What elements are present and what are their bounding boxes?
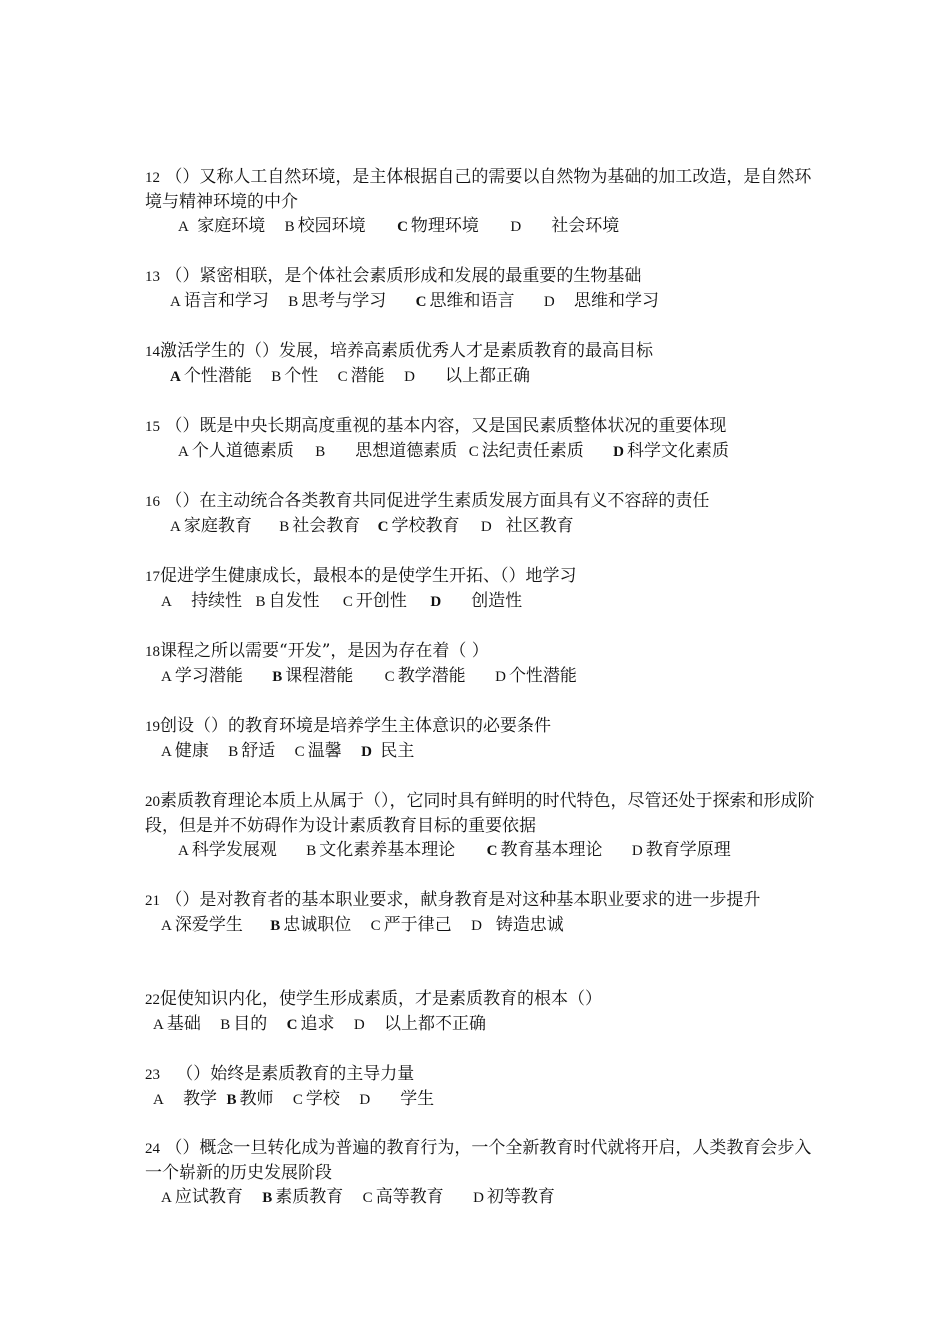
question-number: 18 <box>145 644 160 660</box>
option-letter: D <box>473 1190 484 1206</box>
option-letter: D <box>353 1017 365 1033</box>
question-stem <box>145 987 815 1012</box>
options-row <box>145 838 815 863</box>
option-text: 个性 <box>284 366 319 386</box>
option-text: 思维和学习 <box>573 291 659 311</box>
question-18 <box>145 639 815 689</box>
option-letter: C <box>292 1092 303 1108</box>
question-stem <box>145 414 815 439</box>
option-text: 初等教育 <box>486 1187 555 1207</box>
option-d <box>404 364 530 389</box>
option-b <box>288 289 386 314</box>
option-text: 潜能 <box>350 366 385 386</box>
question-stem <box>145 1136 815 1185</box>
question-number: 23 <box>145 1067 160 1083</box>
option-letter: A <box>170 519 181 535</box>
option-letter: C <box>377 519 389 535</box>
question-number: 21 <box>145 893 160 909</box>
option-letter: C <box>415 294 427 310</box>
question-stem <box>145 888 815 913</box>
option-letter: C <box>384 669 395 685</box>
option-d <box>632 838 731 863</box>
option-text: 个性潜能 <box>508 666 577 686</box>
option-letter: D <box>510 219 522 235</box>
option-letter: D <box>359 1092 371 1108</box>
question-text: （）在主动统合各类教育共同促进学生素质发展方面具有义不容辞的责任 <box>165 491 710 511</box>
option-text: 创造性 <box>471 591 523 611</box>
option-text: 以上都正确 <box>444 366 530 386</box>
option-letter: C <box>468 444 479 460</box>
option-letter: D <box>404 369 415 385</box>
options-row <box>145 664 815 689</box>
question-15 <box>145 414 815 464</box>
option-c <box>295 739 342 764</box>
option-c <box>338 364 385 389</box>
question-number: 19 <box>145 719 160 735</box>
option-c <box>293 1087 340 1112</box>
option-text: 温馨 <box>307 741 342 761</box>
question-19 <box>145 714 815 764</box>
option-text: 深爱学生 <box>174 915 243 935</box>
option-a <box>161 739 209 764</box>
option-d <box>481 514 574 539</box>
option-text: 忠诚职位 <box>283 915 352 935</box>
question-text: （）概念一旦转化成为普遍的教育行为，一个全新教育时代就将开启，人类教育会步入一个崭新的历史发展阶段 <box>145 1138 812 1183</box>
question-number: 13 <box>145 269 160 285</box>
options-row <box>145 214 815 239</box>
option-text: 科学发展观 <box>191 840 277 860</box>
option-b <box>306 838 455 863</box>
option-letter: C <box>294 744 305 760</box>
option-c <box>416 289 515 314</box>
option-letter: B <box>270 918 281 934</box>
option-c <box>378 514 460 539</box>
question-12 <box>145 165 815 239</box>
option-c <box>397 214 479 239</box>
option-letter: A <box>178 444 189 460</box>
option-a <box>178 214 265 239</box>
option-text: 健康 <box>174 741 209 761</box>
option-letter: B <box>262 1190 273 1206</box>
question-text: 创设（）的教育环境是培养学生主体意识的必要条件 <box>160 716 551 736</box>
question-stem <box>145 564 815 589</box>
option-c <box>371 913 452 938</box>
option-d <box>354 1012 486 1037</box>
option-a <box>161 664 243 689</box>
option-a <box>178 439 294 464</box>
options-row <box>145 1087 815 1112</box>
option-text: 文化素养基本理论 <box>319 840 456 860</box>
question-text: （）又称人工自然环境，是主体根据自己的需要以自然物为基础的加工改造，是自然环境与精神环境的中介 <box>145 167 812 212</box>
option-letter: B <box>226 1092 237 1108</box>
option-text: 物理环境 <box>410 216 479 236</box>
option-text: 个性潜能 <box>183 366 252 386</box>
option-c <box>287 1012 335 1037</box>
option-d <box>544 289 659 314</box>
option-text: 学校教育 <box>391 516 460 536</box>
options-row <box>145 1185 815 1210</box>
option-a <box>161 913 243 938</box>
option-text: 思考与学习 <box>301 291 387 311</box>
option-letter: B <box>220 1017 231 1033</box>
option-text: 教育学原理 <box>645 840 731 860</box>
options-row <box>145 739 815 764</box>
option-text: 学校 <box>305 1089 340 1109</box>
option-letter: A <box>161 744 172 760</box>
options-row <box>145 364 815 389</box>
option-text: 家庭环境 <box>197 216 266 236</box>
option-letter: A <box>161 918 172 934</box>
option-b <box>228 739 275 764</box>
option-d <box>510 214 619 239</box>
option-a <box>161 589 242 614</box>
option-c <box>385 664 466 689</box>
question-stem <box>145 489 815 514</box>
option-letter: B <box>315 444 326 460</box>
question-text: （）始终是素质教育的主导力量 <box>176 1064 415 1084</box>
option-letter: A <box>178 219 189 235</box>
option-d <box>613 439 729 464</box>
option-letter: A <box>153 1092 164 1108</box>
option-c <box>487 838 603 863</box>
option-letter: A <box>153 1017 164 1033</box>
option-b <box>255 589 319 614</box>
question-number: 16 <box>145 494 160 510</box>
option-text: 家庭教育 <box>183 516 252 536</box>
question-text: （）紧密相联，是个体社会素质形成和发展的最重要的生物基础 <box>165 266 642 286</box>
option-text: 以上都不正确 <box>383 1014 486 1034</box>
option-c <box>343 589 407 614</box>
option-c <box>363 1185 444 1210</box>
option-text: 高等教育 <box>375 1187 444 1207</box>
question-20 <box>145 789 815 863</box>
option-text: 学生 <box>400 1089 435 1109</box>
question-text: 课程之所以需要“开发”，是因为存在着（ ） <box>160 641 489 661</box>
option-letter: A <box>161 1190 172 1206</box>
option-a <box>170 289 269 314</box>
question-number: 15 <box>145 419 160 435</box>
option-text: 教学 <box>183 1089 218 1109</box>
question-21 <box>145 888 815 938</box>
option-text: 科学文化素质 <box>626 441 729 461</box>
question-number: 12 <box>145 170 160 186</box>
option-b <box>262 1185 343 1210</box>
options-row <box>145 289 815 314</box>
option-letter: B <box>284 219 295 235</box>
question-text: （）是对教育者的基本职业要求，献身教育是对这种基本职业要求的进一步提升 <box>165 890 761 910</box>
question-text: 促进学生健康成长，最根本的是使学生开拓、（）地学习 <box>160 566 577 586</box>
question-stem <box>145 714 815 739</box>
option-letter: C <box>370 918 381 934</box>
option-b <box>220 1012 267 1037</box>
option-text: 教育基本理论 <box>500 840 603 860</box>
option-text: 个人道德素质 <box>191 441 294 461</box>
options-row <box>145 439 815 464</box>
option-letter: C <box>342 594 353 610</box>
options-row <box>145 589 815 614</box>
options-row <box>145 1012 815 1037</box>
option-letter: B <box>279 519 290 535</box>
option-letter: B <box>272 669 283 685</box>
option-letter: D <box>543 294 555 310</box>
question-17 <box>145 564 815 614</box>
option-text: 自发性 <box>268 591 320 611</box>
question-22 <box>145 987 815 1037</box>
question-number: 24 <box>145 1141 160 1157</box>
question-text: 激活学生的（）发展，培养高素质优秀人才是素质教育的最高目标 <box>160 341 653 361</box>
option-letter: A <box>161 669 172 685</box>
option-a <box>178 838 277 863</box>
option-text: 民主 <box>380 741 415 761</box>
option-d <box>495 664 577 689</box>
option-letter: D <box>480 519 492 535</box>
option-b <box>285 214 366 239</box>
option-text: 舒适 <box>241 741 276 761</box>
option-letter: A <box>161 594 172 610</box>
option-text: 基础 <box>166 1014 201 1034</box>
option-d <box>430 589 522 614</box>
option-d <box>473 1185 555 1210</box>
question-stem <box>145 264 815 289</box>
options-row <box>145 514 815 539</box>
option-letter: A <box>178 843 189 859</box>
option-a <box>170 514 252 539</box>
question-stem <box>145 165 815 214</box>
option-a <box>161 1185 243 1210</box>
option-letter: D <box>471 918 482 934</box>
option-letter: D <box>631 843 643 859</box>
option-letter: D <box>613 444 624 460</box>
question-text: （）既是中央长期高度重视的基本内容，又是国民素质整体状况的重要体现 <box>165 416 727 436</box>
option-letter: A <box>170 369 181 385</box>
option-text: 社会环境 <box>551 216 620 236</box>
option-letter: B <box>228 744 239 760</box>
option-text: 持续性 <box>191 591 243 611</box>
question-23 <box>145 1062 815 1112</box>
option-text: 严于律己 <box>383 915 452 935</box>
question-16 <box>145 489 815 539</box>
option-text: 教师 <box>239 1089 274 1109</box>
option-text: 社会教育 <box>292 516 361 536</box>
option-letter: A <box>170 294 181 310</box>
question-14 <box>145 339 815 389</box>
question-number: 17 <box>145 569 160 585</box>
question-stem <box>145 789 815 838</box>
option-letter: D <box>430 594 442 610</box>
option-text: 应试教育 <box>174 1187 243 1207</box>
question-number: 22 <box>145 992 160 1008</box>
question-text: 素质教育理论本质上从属于（），它同时具有鲜明的时代特色，尽管还处于探索和形成阶段，但是并不妨碍作为设计素质教育目标的重要依据 <box>145 791 815 836</box>
option-text: 校园环境 <box>297 216 366 236</box>
option-text: 语言和学习 <box>183 291 269 311</box>
question-number: 14 <box>145 344 160 360</box>
option-text: 思维和语言 <box>429 291 515 311</box>
option-letter: C <box>337 369 348 385</box>
option-a <box>153 1087 217 1112</box>
question-24 <box>145 1136 815 1210</box>
option-b <box>226 1087 273 1112</box>
option-letter: B <box>306 843 317 859</box>
option-text: 法纪责任素质 <box>481 441 584 461</box>
option-text: 开创性 <box>355 591 407 611</box>
option-b <box>315 439 457 464</box>
option-text: 追求 <box>300 1014 335 1034</box>
option-a <box>170 364 252 389</box>
option-letter: B <box>288 294 299 310</box>
option-text: 思想道德素质 <box>355 441 458 461</box>
option-letter: C <box>362 1190 373 1206</box>
option-b <box>271 364 318 389</box>
option-d <box>471 913 564 938</box>
question-stem <box>145 1062 815 1087</box>
option-letter: C <box>286 1017 298 1033</box>
option-text: 目的 <box>233 1014 268 1034</box>
question-text: 促使知识内化，使学生形成素质，才是素质教育的根本（） <box>160 989 602 1009</box>
options-row <box>145 913 815 938</box>
option-letter: B <box>271 369 282 385</box>
question-13 <box>145 264 815 314</box>
option-letter: B <box>255 594 266 610</box>
option-letter: C <box>486 843 498 859</box>
option-text: 铸造忠诚 <box>495 915 564 935</box>
option-letter: D <box>361 744 372 760</box>
option-c <box>469 439 584 464</box>
option-text: 课程潜能 <box>285 666 354 686</box>
question-number: 20 <box>145 794 160 810</box>
option-d <box>359 1087 434 1112</box>
option-text: 社区教育 <box>505 516 574 536</box>
option-letter: D <box>495 669 506 685</box>
option-b <box>272 664 353 689</box>
option-b <box>279 514 360 539</box>
option-text: 学习潜能 <box>174 666 243 686</box>
option-b <box>270 913 351 938</box>
option-a <box>153 1012 201 1037</box>
option-letter: C <box>397 219 408 235</box>
option-d <box>361 739 414 764</box>
option-text: 素质教育 <box>275 1187 344 1207</box>
question-stem <box>145 339 815 364</box>
question-stem <box>145 639 815 664</box>
option-text: 教学潜能 <box>397 666 466 686</box>
